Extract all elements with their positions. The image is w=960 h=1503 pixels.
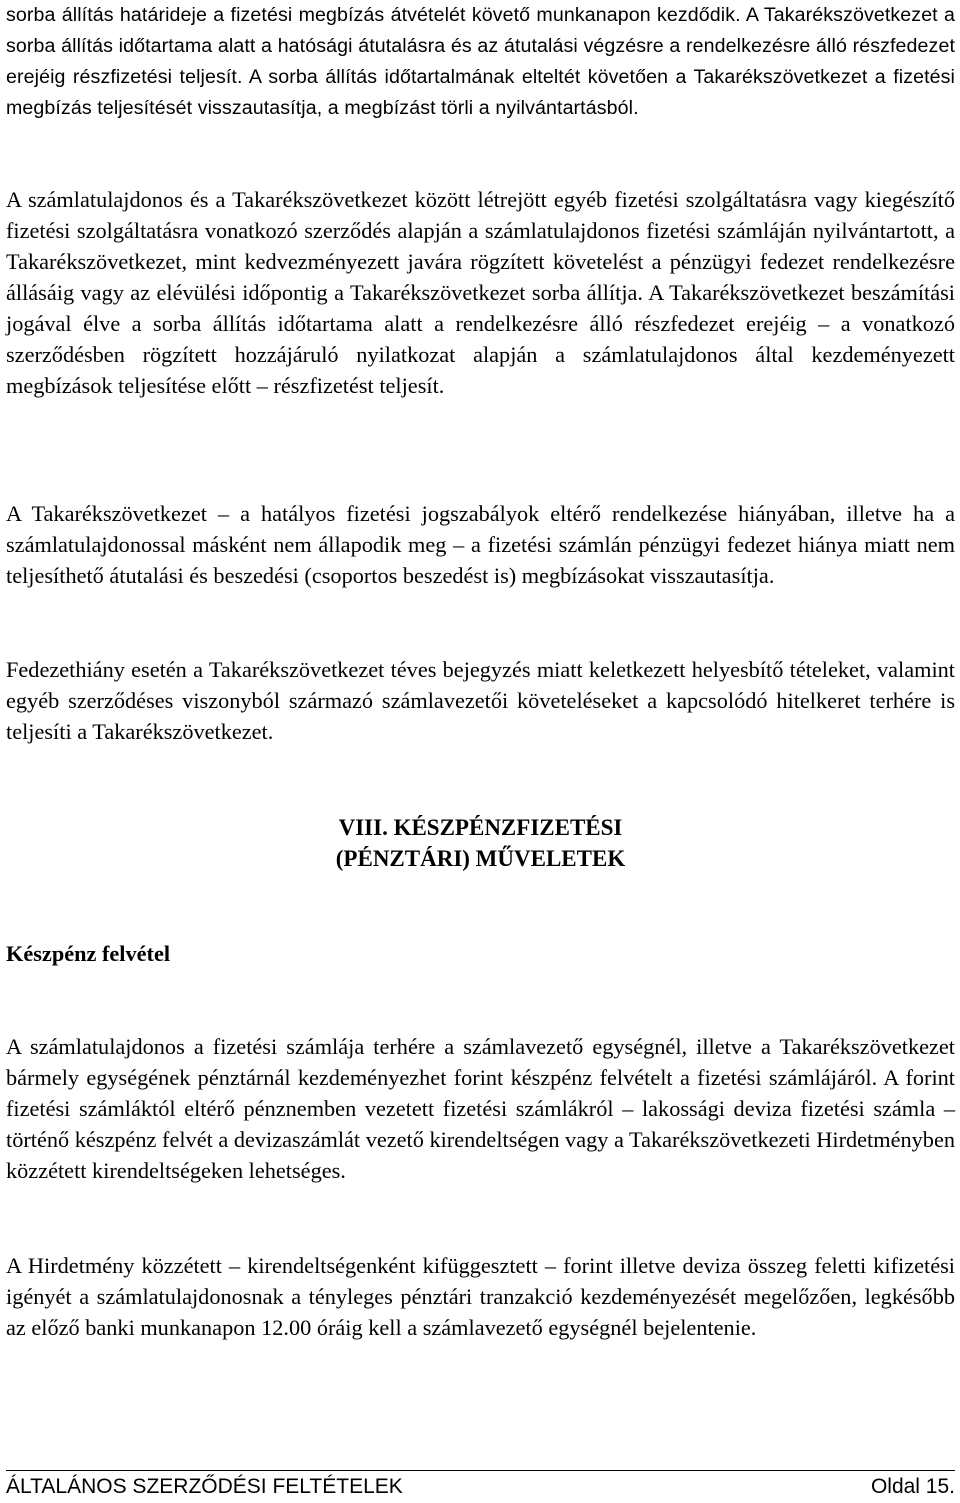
footer-document-title: ÁLTALÁNOS SZERZŐDÉSI FELTÉTELEK	[6, 1475, 403, 1498]
section-title	[6, 812, 955, 874]
footer-page-number: Oldal 15.	[870, 1475, 955, 1498]
paragraph-queueing-deadline: sorba állítás határideje a fizetési megbízás átvételét követő munkanapon kezdődik. A Takarékszövetkezet a sorba állítás időtartama alatt a hatósági átutalásra és az átutalási végzésre a rendelkezésre álló részfedezet erejéig részfizetési teljesít. A sorba állítás időtartalmának elteltét követően a Takarékszövetkezet a fizetési megbízás teljesítését visszautasítja, a megbízást törli a nyilvántartásból.	[6, 4, 955, 119]
paragraph-credit-line: Fedezethiány esetén a Takarékszövetkezet téves bejegyzés miatt keletkezett helyesbítő tételeket, valamint egyéb szerződéses viszonyból származó számlavezetői követeléseket a kapcsolódó hitelkeret terhére is teljesíti a Takarékszövetkezet.	[6, 657, 955, 744]
paragraph-set-off: A számlatulajdonos és a Takarékszövetkezet között létrejött egyéb fizetési szolgáltatásra vagy kiegészítő fizetési szolgáltatásra vonatkozó szerződés alapján a számlatulajdonos fizetési számláján nyilvántartott, a Takarékszövetkezet, mint kedvezményezett javára rögzített követelést a pénzügyi fedezet rendelkezésre állásáig vagy az elévülési időpontig a Takarékszövetkezet sorba állítja. A Takarékszövetkezet beszámítási jogával élve a sorba állítás időtartama alatt a rendelkezésre álló részfedezet erejéig – a vonatkozó szerződésben rögzített hozzájáruló nyilatkozat alapján a számlatulajdonos által kezdeményezett megbízások teljesítése előtt – részfizetést teljesít.	[6, 187, 955, 398]
section-title-line1: VIII. KÉSZPÉNZFIZETÉSI	[338, 815, 623, 840]
page-footer	[6, 1470, 955, 1503]
subheading-cash-withdrawal: Készpénz felvétel	[6, 941, 171, 966]
paragraph-cash-withdrawal: A számlatulajdonos a fizetési számlája terhére a számlavezető egységnél, illetve a Takarékszövetkezet bármely egységének pénztárnál kezdeményezhet forint készpénz felvételt a fizetési számlájáról. A forint fizetési számláktól eltérő pénznemben vezetett fizetési számlákról – lakossági deviza fizetési számla – történő készpénz felvét a devizaszámlát vezető kirendeltségen vagy a Takarékszövetkezeti Hirdetményben közzétett kirendeltségeken lehetséges.	[6, 1034, 955, 1183]
paragraph-notice: A Hirdetmény közzétett – kirendeltségenként kifüggesztett – forint illetve deviza összeg feletti kifizetési igényét a számlatulajdonosnak a tényleges pénztári tranzakció kezdeményezését megelőzően, legkésőbb az előző banki munkanapon 12.00 óráig kell a számlavezető egységnél bejelentenie.	[6, 1253, 955, 1340]
section-title-line2: (PÉNZTÁRI) MŰVELETEK	[335, 846, 626, 871]
paragraph-rejection: A Takarékszövetkezet – a hatályos fizetési jogszabályok eltérő rendelkezése hiányában, illetve ha a számlatulajdonossal másként nem állapodik meg – a fizetési számlán pénzügyi fedezet hiánya miatt nem teljesíthető átutalási és beszedési (csoportos beszedést is) megbízásokat visszautasítja.	[6, 501, 955, 588]
